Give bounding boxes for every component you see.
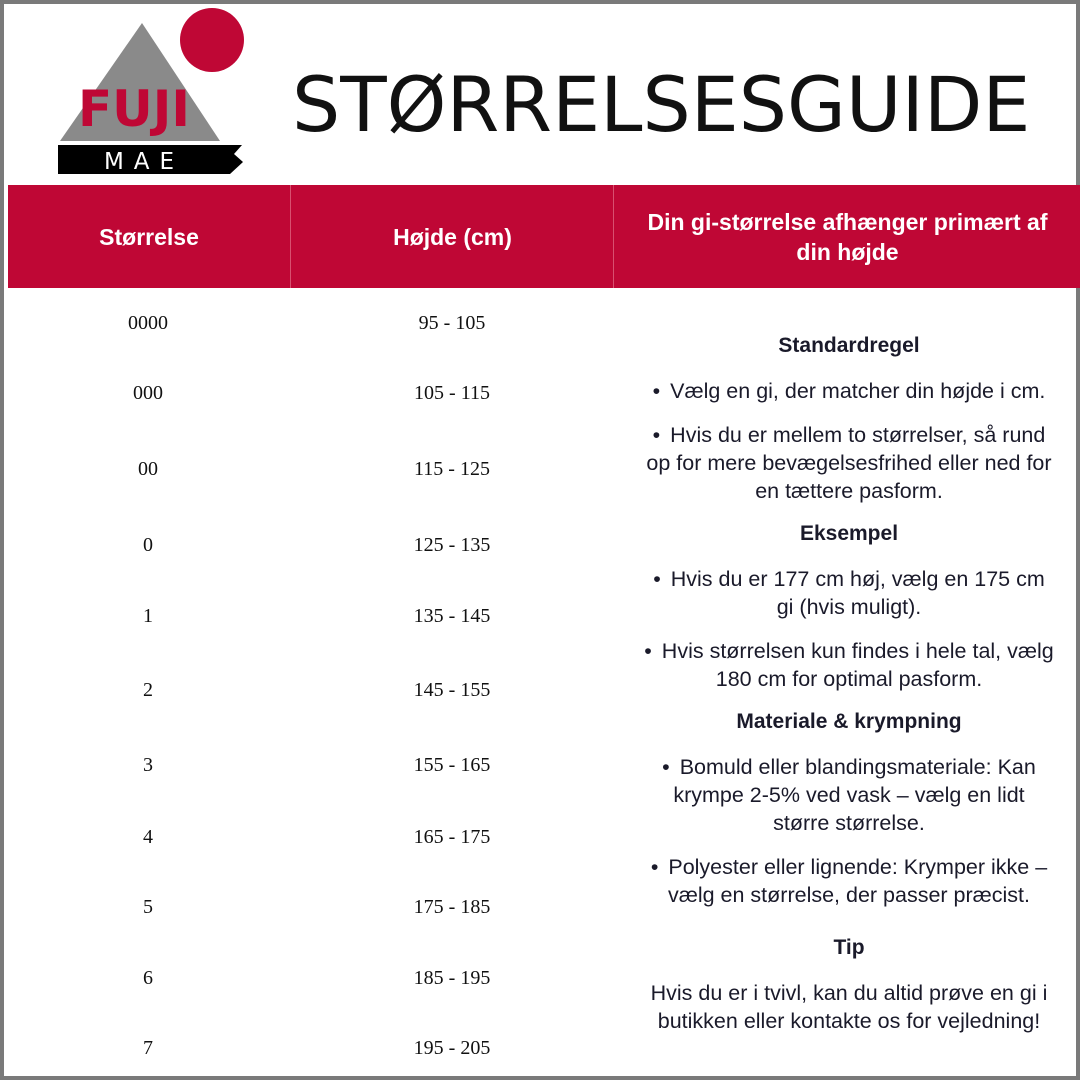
- page-title: STØRRELSESGUIDE: [292, 60, 1031, 149]
- header-height: Højde (cm): [292, 185, 614, 288]
- height-cell: 135 - 145: [413, 605, 491, 627]
- material-item: [644, 753, 1054, 837]
- bullet-icon: •: [662, 755, 670, 779]
- size-cell: 7: [143, 1037, 153, 1059]
- height-cell: 145 - 155: [413, 679, 491, 701]
- table-header: [8, 185, 1080, 288]
- size-cell: 6: [143, 967, 153, 989]
- example-item: [644, 565, 1054, 621]
- header-note: Din gi-størrelse afhænger primært af din højde: [647, 208, 1048, 265]
- size-cell: 2: [143, 679, 153, 701]
- size-cell: 0: [143, 534, 153, 556]
- height-cell: 195 - 205: [413, 1037, 491, 1059]
- fuji-mae-logo: [54, 6, 254, 178]
- height-cell: 175 - 185: [413, 896, 491, 918]
- size-cell: 3: [143, 754, 153, 776]
- height-cell: 185 - 195: [413, 967, 491, 989]
- tip-text: Hvis du er i tvivl, kan du altid prøve en gi i butikken eller kontakte os for vejledning!: [650, 981, 1048, 1033]
- bullet-icon: •: [653, 567, 661, 591]
- standard-item: [644, 377, 1054, 405]
- example-heading: Eksempel: [799, 522, 899, 545]
- size-cell: 4: [143, 826, 153, 848]
- material-item: [644, 853, 1054, 909]
- height-cell: 95 - 105: [418, 312, 486, 334]
- size-cell: 00: [138, 458, 158, 480]
- height-cell: 125 - 135: [413, 534, 491, 556]
- size-cell: 5: [143, 896, 153, 918]
- example-item-text: Hvis du er 177 cm høj, vælg en 175 cm gi (hvis muligt).: [670, 567, 1045, 619]
- example-item: [644, 637, 1054, 693]
- height-cell: 155 - 165: [413, 754, 491, 776]
- standard-heading: Standardregel: [778, 334, 920, 357]
- standard-item-text: Vælg en gi, der matcher din højde i cm.: [670, 379, 1046, 403]
- bullet-icon: •: [652, 379, 661, 403]
- standard-item: [644, 421, 1054, 505]
- logo-sun: [180, 8, 244, 72]
- material-item-text: Polyester eller lignende: Krymper ikke – vælg en størrelse, der passer præcist.: [667, 855, 1048, 907]
- logo-mae-text: MAE: [103, 149, 185, 175]
- material-heading: Materiale & krympning: [736, 710, 962, 733]
- header-size: Størrelse: [8, 185, 291, 288]
- standard-item-text: Hvis du er mellem to størrelser, så rund op for mere bevægelsesfrihed eller ned for en tættere pasform.: [646, 423, 1052, 503]
- bullet-icon: •: [650, 855, 659, 879]
- size-cell: 000: [133, 382, 163, 404]
- bullet-icon: •: [652, 423, 661, 447]
- tip-heading: Tip: [833, 936, 865, 959]
- size-cell: 1: [143, 605, 153, 627]
- logo-fuji-text: FUJI: [78, 80, 190, 138]
- height-cell: 165 - 175: [413, 826, 491, 848]
- material-item-text: Bomuld eller blandingsmateriale: Kan krympe 2-5% ved vask – vælg en lidt større størrelse.: [673, 755, 1036, 835]
- example-item-text: Hvis størrelsen kun findes i hele tal, vælg 180 cm for optimal pasform.: [661, 639, 1054, 691]
- size-cell: 0000: [128, 312, 168, 334]
- height-cell: 115 - 125: [414, 458, 490, 480]
- bullet-icon: •: [644, 639, 652, 663]
- height-cell: 105 - 115: [414, 382, 490, 404]
